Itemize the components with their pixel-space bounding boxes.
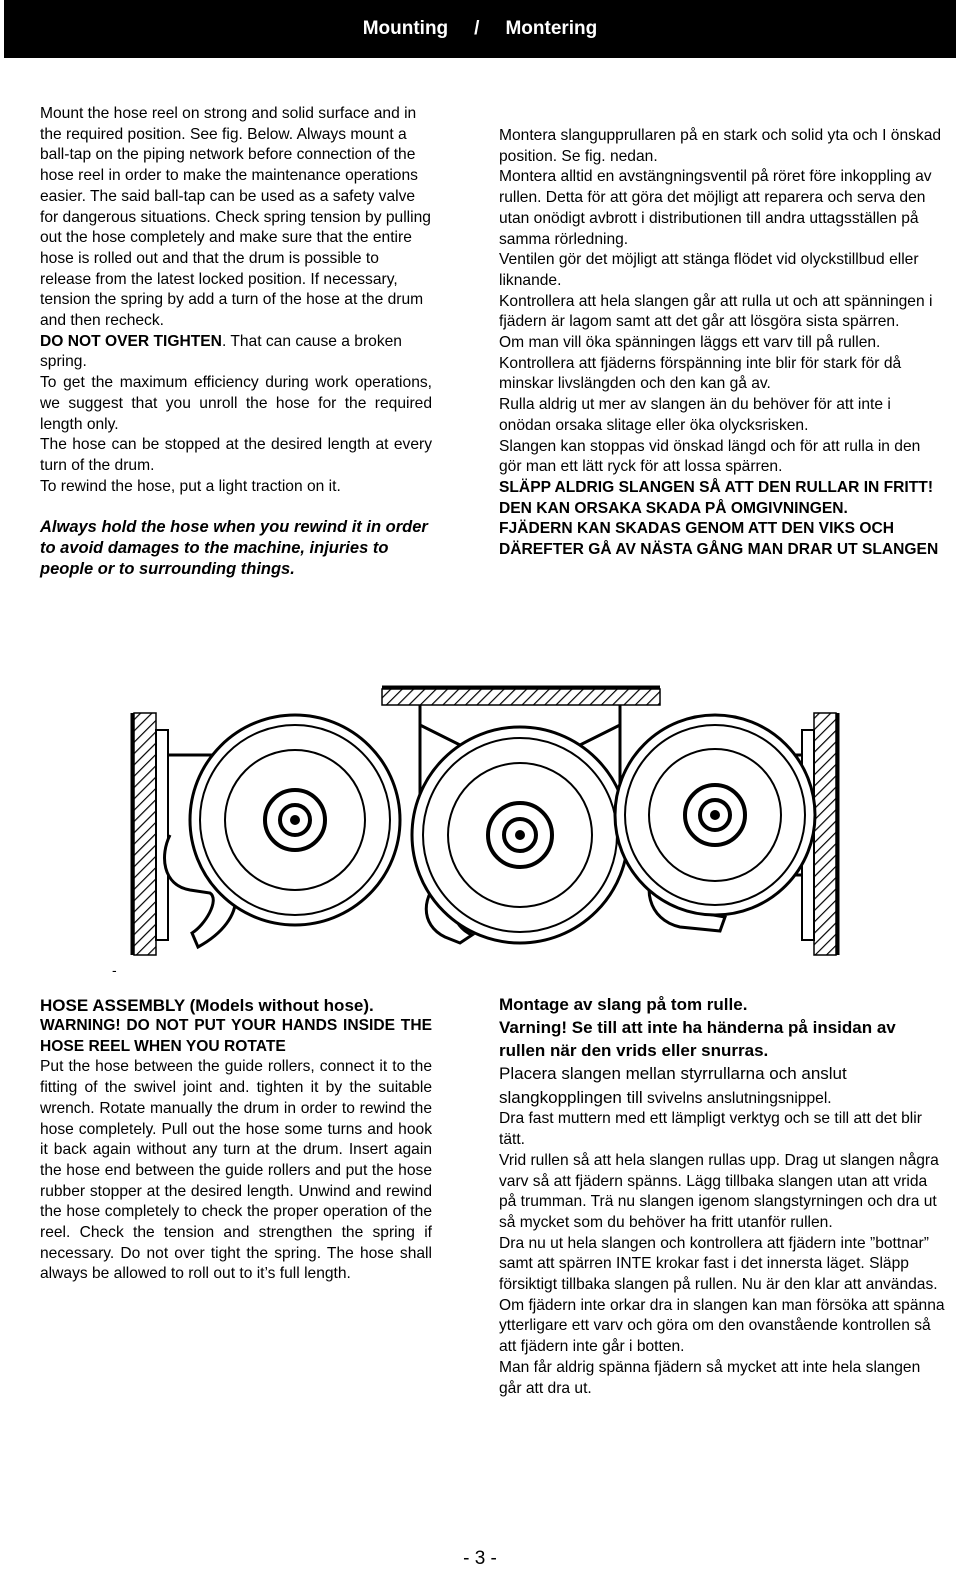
english-mounting-text: Mount the hose reel on strong and solid surface and in the required position. See fig. Below. Always mount a ball-tap on the piping network before connection of the hose reel in order to make the maintenance operations easier. The said ball-tap can be used as a safety valve for dangerous situations. Check spring tension by pulling out the hose completely and make sure that the entire hose is rolled out and that the drum is possible to release from the latest locked position. If necessary, tension the spring by add a turn of the hose at the drum and then recheck. (40, 105, 431, 330)
header-mounting: Mounting (362, 18, 449, 39)
swedish-line: Kontrollera att fjäderns förspänning inte blir för stark för då minskar livslängden och den kan gå av. (499, 354, 902, 393)
swedish-hose-assembly-title: Montage av slang på tom rulle. (499, 995, 748, 1014)
do-not-over-tighten-label: DO NOT OVER TIGHTEN (40, 332, 222, 350)
figure-mark: - (112, 962, 117, 978)
swedish-placement-big: Placera slangen mellan styrrullarna och anslut slangkopplingen till (499, 1064, 847, 1107)
swedish-placement-text (499, 1062, 945, 1109)
swedish-line: Montera slangupprullaren på en stark och solid yta och I önskad position. Se fig. nedan. (499, 127, 942, 165)
swedish-mounting-instructions (499, 126, 945, 561)
swedish-line: Om man vill öka spänningen läggs ett varv till på rullen. (499, 334, 881, 352)
english-efficiency-text: To get the maximum efficiency during work operations, we suggest that you unroll the hose for the required length only. (40, 374, 432, 433)
english-hose-assembly (40, 995, 432, 1285)
swedish-warning-2: DEN KAN ORSAKA SKADA PÅ OMGIVNINGEN. (499, 499, 848, 517)
swedish-line: Vrid rullen så att hela slangen rullas upp. Drag ut slangen några varv så att fjädern spänns. Lägg tillbaka slangen utan att vrida på trumman. Trä nu slangen igenom slangstyrningen och dra ut så mycket som du behöver ha fritt utanför rullen. (499, 1151, 939, 1231)
page-header (4, 0, 956, 58)
swedish-line: Kontrollera att hela slangen går att rulla ut och att spänningen i fjädern är lagom samt att det går att lösgöra sista spärren. (499, 292, 933, 331)
broken-spring-text: . That can cause a broken spring. (40, 332, 402, 371)
english-stop-text: The hose can be stopped at the desired length at every turn of the drum. (40, 436, 432, 474)
swedish-line: Slangen kan stoppas vid önskad längd och för att rulla in den gör man ett lätt ryck för att lossa spärren. (499, 437, 921, 476)
swedish-line: Om fjädern inte orkar dra in slangen kan man försöka att spänna ytterligare ett varv och göra om den ovanstående kontrollen så att fjädern inte går i botten. (499, 1296, 945, 1356)
english-rewind-text: To rewind the hose, put a light traction on it. (40, 477, 341, 495)
english-do-not-over-tighten (40, 332, 432, 373)
hose-reel-mounting-figure (100, 685, 870, 985)
wall-mounted-reel-right (615, 713, 838, 955)
english-hose-assembly-title: HOSE ASSEMBLY (Models without hose). (40, 996, 374, 1015)
wall-mounted-reel-left (132, 713, 400, 955)
swedish-warning-3: FJÄDERN KAN SKADAS GENOM ATT DEN VIKS OCH DÄREFTER GÅ AV NÄSTA GÅNG MAN DRAR UT SLANGEN (499, 520, 939, 559)
swedish-line: Dra fast muttern med ett lämpligt verktyg och se till att det blir tätt. (499, 1110, 922, 1149)
swedish-line: Ventilen gör det möjligt att stänga flödet vid olyckstillbud eller liknande. (499, 251, 919, 289)
swedish-line: Man får aldrig spänna fjädern så mycket att inte hela slangen går att dra ut. (499, 1358, 921, 1397)
english-hold-hose-warning: Always hold the hose when you rewind it in order to avoid damages to the machine, injuries to people or to surrounding things. (40, 518, 428, 579)
swedish-hose-assembly (499, 993, 945, 1399)
header-separator: / (474, 18, 480, 39)
english-hands-warning: WARNING! DO NOT PUT YOUR HANDS INSIDE THE HOSE REEL WHEN YOU ROTATE (40, 1017, 432, 1055)
swedish-warning-1: SLÄPP ALDRIG SLANGEN SÅ ATT DEN RULLAR IN FRITT! (499, 478, 934, 496)
swedish-line: Rulla aldrig ut mer av slangen än du behöver för att inte i onödan orsaka slitage eller öka olycksrisken. (499, 396, 891, 434)
page-number: - 3 - (463, 1548, 497, 1569)
swedish-hands-warning: Varning! Se till att inte ha händerna på insidan av rullen när den vrids eller snurras. (499, 1018, 896, 1060)
swedish-line: Dra nu ut hela slangen och kontrollera att fjädern inte ”bottnar” samt att spärren INTE krokar fast i det innersta läget. Släpp försiktigt tillbaka slangen på rullen. Nu är den klar att användas. (499, 1234, 938, 1294)
swedish-line: Montera alltid en avstängningsventil på röret före inkoppling av rullen. Detta för att göra det möjligt att reparera och serva den utan onödigt avbrott i distributionen till andra uttagsställen på samma rörledning. (499, 168, 932, 248)
swedish-placement-small: svivelns anslutningsnippel. (642, 1089, 832, 1107)
english-mounting-instructions (40, 104, 432, 580)
english-hose-assembly-text: Put the hose between the guide rollers, connect it to the fitting of the swivel joint and. tighten it by the suitable wrench. Rotate manually the drum in order to rewind the hose completely. Pull out the hose some turns and hook it back again without any turn at the drum. Insert again the hose end between the guide rollers and put the hose rubber stopper at the desired length. Unwind and rewind the hose completely to check the proper operation of the reel. Check the tension and strengthen the spring if necessary. Do not over tight the spring. The hose shall always be allowed to roll out to it’s full length. (40, 1058, 432, 1283)
header-montering: Montering (505, 18, 598, 39)
